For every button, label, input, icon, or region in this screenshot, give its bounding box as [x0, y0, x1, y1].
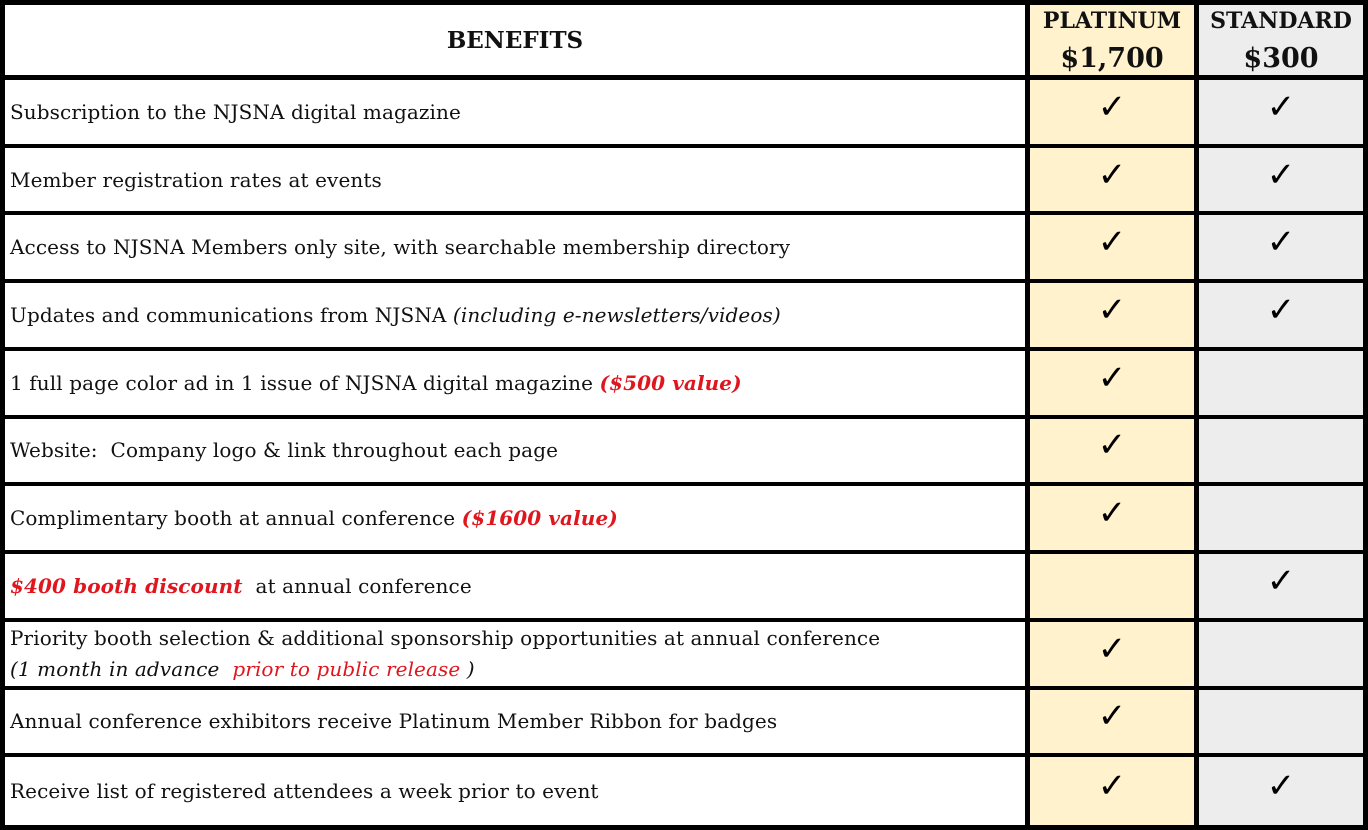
- benefit-note-suffix: ): [460, 656, 475, 681]
- platinum-cell: [1030, 148, 1194, 216]
- benefit-text: Priority booth selection & additional sponsorship opportunities at annual conference: [10, 625, 881, 650]
- benefit-text: Complimentary booth at annual conference: [10, 506, 462, 531]
- benefit-row-label: [5, 622, 1025, 690]
- checkmark-icon: ✓: [1097, 154, 1127, 195]
- checkmark-icon: ✓: [1097, 357, 1127, 398]
- benefit-row-label: [5, 215, 1025, 283]
- benefit-row-label: [5, 757, 1025, 825]
- benefit-text: Website: Company logo & link throughout each page: [10, 438, 559, 463]
- standard-cell: [1199, 148, 1363, 216]
- checkmark-icon: ✓: [1097, 290, 1127, 331]
- benefit-row-label: [5, 690, 1025, 758]
- platinum-cell: [1030, 554, 1194, 622]
- platinum-header: [1030, 5, 1194, 80]
- benefit-note-prefix: (1 month in advance: [10, 656, 233, 681]
- benefit-row-label: [5, 351, 1025, 419]
- checkmark-icon: ✓: [1097, 222, 1127, 263]
- standard-tier-name: STANDARD: [1210, 8, 1352, 34]
- platinum-cell: [1030, 622, 1194, 690]
- benefit-text: at annual conference: [242, 573, 472, 598]
- benefit-row-label: [5, 283, 1025, 351]
- standard-cell: [1199, 351, 1363, 419]
- benefit-note: [10, 654, 475, 685]
- platinum-cell: [1030, 351, 1194, 419]
- checkmark-icon: ✓: [1097, 493, 1127, 534]
- checkmark-icon: ✓: [1097, 425, 1127, 466]
- value-highlight: $400 booth discount: [10, 573, 243, 598]
- platinum-tier-name: PLATINUM: [1042, 8, 1182, 34]
- value-highlight: prior to public release: [232, 656, 461, 681]
- platinum-cell: [1030, 215, 1194, 283]
- standard-tier-price: $300: [1243, 43, 1319, 74]
- standard-cell: [1199, 622, 1363, 690]
- value-highlight: ($500 value): [599, 370, 742, 395]
- benefit-text: Subscription to the NJSNA digital magazine: [10, 99, 461, 124]
- standard-cell: [1199, 690, 1363, 758]
- benefit-row-label: [5, 486, 1025, 554]
- benefit-row-label: [5, 554, 1025, 622]
- checkmark-icon: ✓: [1266, 766, 1296, 807]
- checkmark-icon: ✓: [1097, 766, 1127, 807]
- benefit-row-label: [5, 419, 1025, 487]
- platinum-cell: [1030, 80, 1194, 148]
- platinum-cell: [1030, 283, 1194, 351]
- benefit-text: Receive list of registered attendees a week prior to event: [10, 779, 599, 804]
- standard-cell: [1199, 419, 1363, 487]
- platinum-cell: [1030, 419, 1194, 487]
- checkmark-icon: ✓: [1266, 86, 1296, 127]
- platinum-cell: [1030, 690, 1194, 758]
- standard-cell: [1199, 486, 1363, 554]
- standard-cell: [1199, 215, 1363, 283]
- platinum-cell: [1030, 486, 1194, 554]
- standard-header: [1199, 5, 1363, 80]
- standard-cell: [1199, 757, 1363, 825]
- benefit-text: Access to NJSNA Members only site, with searchable membership directory: [10, 235, 791, 260]
- benefit-text: 1 full page color ad in 1 issue of NJSNA digital magazine: [10, 370, 600, 395]
- benefit-text: Annual conference exhibitors receive Platinum Member Ribbon for badges: [10, 709, 778, 734]
- platinum-cell: [1030, 757, 1194, 825]
- checkmark-icon: ✓: [1097, 628, 1127, 669]
- benefit-text: Updates and communications from NJSNA: [10, 303, 453, 328]
- benefits-header: BENEFITS: [5, 5, 1025, 80]
- benefit-note: (including e-newsletters/videos): [452, 303, 781, 328]
- checkmark-icon: ✓: [1266, 222, 1296, 263]
- checkmark-icon: ✓: [1266, 154, 1296, 195]
- checkmark-icon: ✓: [1097, 696, 1127, 737]
- checkmark-icon: ✓: [1097, 86, 1127, 127]
- checkmark-icon: ✓: [1266, 290, 1296, 331]
- standard-cell: [1199, 283, 1363, 351]
- benefit-row-label: [5, 148, 1025, 216]
- platinum-tier-price: $1,700: [1060, 43, 1164, 74]
- standard-cell: [1199, 554, 1363, 622]
- benefit-text: Member registration rates at events: [10, 167, 382, 192]
- checkmark-icon: ✓: [1266, 560, 1296, 601]
- value-highlight: ($1600 value): [461, 506, 618, 531]
- benefit-row-label: [5, 80, 1025, 148]
- standard-cell: [1199, 80, 1363, 148]
